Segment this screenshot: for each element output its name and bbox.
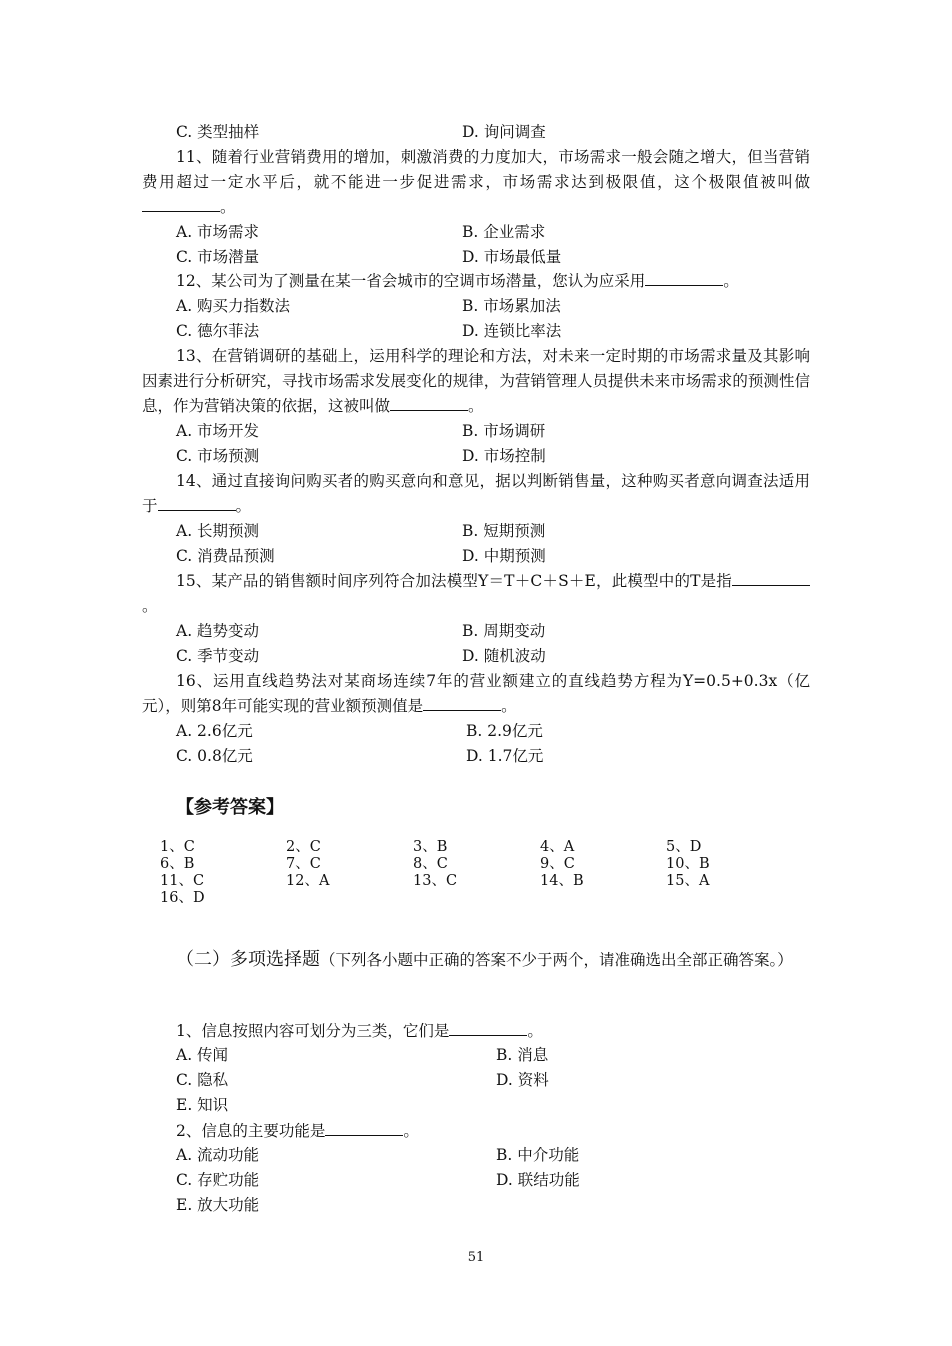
q15-option-c: C. 季节变动 <box>176 647 260 665</box>
answer-item: 1、C <box>160 839 195 855</box>
answer-item: 8、C <box>413 856 448 872</box>
answer-item: 12、A <box>286 873 330 889</box>
answer-item: 4、A <box>540 839 575 855</box>
answer-item: 7、C <box>286 856 321 872</box>
answer-item: 11、C <box>160 873 205 889</box>
m2-option-a: A. 流动功能 <box>176 1146 260 1164</box>
answers-heading: 【参考答案】 <box>176 797 284 818</box>
q10-option-c: C. 类型抽样 <box>176 123 260 141</box>
m2-option-b: B. 中介功能 <box>496 1146 580 1164</box>
answer-item: 3、B <box>413 839 448 855</box>
m1-option-b: B. 消息 <box>496 1046 549 1064</box>
m1-stem: 1、信息按照内容可划分为三类，它们是 。 <box>176 1022 543 1040</box>
page-number: 51 <box>467 1250 485 1265</box>
answer-blank <box>158 495 236 511</box>
answer-blank <box>325 1120 403 1136</box>
q12-option-d: D. 连锁比率法 <box>462 322 562 340</box>
m2-option-d: D. 联结功能 <box>496 1171 580 1189</box>
q12-option-b: B. 市场累加法 <box>462 297 561 315</box>
q14-option-a: A. 长期预测 <box>176 522 260 540</box>
q14-option-c: C. 消费品预测 <box>176 547 275 565</box>
q14-option-b: B. 短期预测 <box>462 522 546 540</box>
answer-item: 13、C <box>413 873 458 889</box>
q11-option-c: C. 市场潜量 <box>176 248 260 266</box>
answer-item: 15、A <box>666 873 710 889</box>
answer-blank <box>142 196 220 212</box>
q15-option-d: D. 随机波动 <box>462 647 546 665</box>
q13-option-b: B. 市场调研 <box>462 422 546 440</box>
q16-option-a: A. 2.6亿元 <box>176 722 253 740</box>
m1-option-d: D. 资料 <box>496 1071 549 1089</box>
answer-item: 14、B <box>540 873 584 889</box>
answer-blank <box>645 270 723 286</box>
section2-title: （二）多项选择题（下列各小题中正确的答案不少于两个，请准确选出全部正确答案。） <box>176 949 793 970</box>
q10-option-d: D. 询问调查 <box>462 123 546 141</box>
answer-blank <box>732 570 810 586</box>
q13-option-c: C. 市场预测 <box>176 447 260 465</box>
answer-item: 6、B <box>160 856 195 872</box>
answer-item: 2、C <box>286 839 321 855</box>
q13-stem: 13、在营销调研的基础上，运用科学的理论和方法，对未来一定时期的市场需求量及其影响因素进行分析研究，寻找市场需求发展变化的规律，为营销管理人员提供未来市场需求的预测性信息，作为营销决策的依据，这被叫做 。 <box>142 347 810 415</box>
answer-item: 9、C <box>540 856 575 872</box>
q12-stem: 12、某公司为了测量在某一省会城市的空调市场潜量，您认为应采用 。 <box>176 272 739 290</box>
q12-option-c: C. 德尔菲法 <box>176 322 260 340</box>
answer-item: 5、D <box>666 839 702 855</box>
m1-option-a: A. 传闻 <box>176 1046 229 1064</box>
m2-option-e: E. 放大功能 <box>176 1196 260 1214</box>
answer-blank <box>449 1020 527 1036</box>
q16-option-b: B. 2.9亿元 <box>466 722 543 740</box>
q12-option-a: A. 购买力指数法 <box>176 297 291 315</box>
q11-option-d: D. 市场最低量 <box>462 248 562 266</box>
q16-option-c: C. 0.8亿元 <box>176 747 253 765</box>
q16-option-d: D. 1.7亿元 <box>466 747 544 765</box>
answer-blank <box>390 395 468 411</box>
q14-stem: 14、通过直接询问购买者的购买意向和意见，据以判断销售量，这种购买者意向调查法适用于 。 <box>142 472 810 515</box>
answer-blank <box>423 695 501 711</box>
m1-option-c: C. 隐私 <box>176 1071 229 1089</box>
q15-stem: 15、某产品的销售额时间序列符合加法模型Y＝T＋C＋S＋E，此模型中的T是指。 <box>142 569 810 619</box>
q14-option-d: D. 中期预测 <box>462 547 546 565</box>
q15-option-b: B. 周期变动 <box>462 622 546 640</box>
q11-option-b: B. 企业需求 <box>462 223 546 241</box>
q15-option-a: A. 趋势变动 <box>176 622 260 640</box>
answer-item: 16、D <box>160 890 205 906</box>
q16-stem: 16、运用直线趋势法对某商场连续7年的营业额建立的直线趋势方程为Y=0.5+0.3x（亿元），则第8年可能实现的营业额预测值是 。 <box>142 672 810 715</box>
m2-option-c: C. 存贮功能 <box>176 1171 260 1189</box>
q11-stem: 11、随着行业营销费用的增加，刺激消费的力度加大，市场需求一般会随之增大，但当营销费用超过一定水平后，就不能进一步促进需求，市场需求达到极限值，这个极限值被叫做。 <box>142 148 810 216</box>
q13-option-a: A. 市场开发 <box>176 422 260 440</box>
answer-item: 10、B <box>666 856 710 872</box>
m2-stem: 2、信息的主要功能是 。 <box>176 1122 419 1140</box>
m1-option-e: E. 知识 <box>176 1096 229 1114</box>
q11-option-a: A. 市场需求 <box>176 223 260 241</box>
q13-option-d: D. 市场控制 <box>462 447 546 465</box>
